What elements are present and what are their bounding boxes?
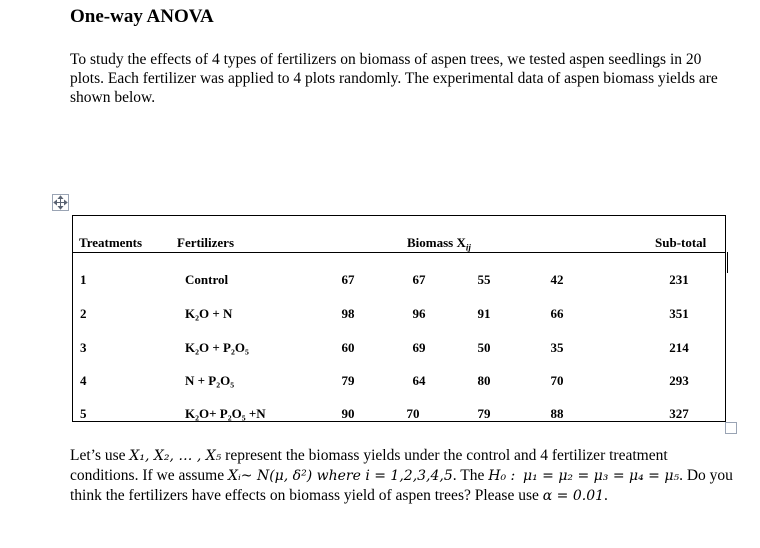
- header-treatments: Treatments: [79, 235, 143, 250]
- row-2-subtotal: 351: [669, 306, 689, 321]
- row-2-value-1: 98: [341, 306, 355, 321]
- question-text-2: represent the biomass yields under the control and 4 fertilizer treatment conditions. If we assume: [70, 447, 668, 484]
- question-text-1: Let’s use: [70, 447, 130, 464]
- document-title: One-way ANOVA: [70, 6, 214, 27]
- move-arrows-icon: [53, 195, 68, 210]
- row-5-value-3: 79: [477, 406, 491, 421]
- variables-expression: X₁, X₂, … , X₅: [129, 448, 222, 464]
- table-left-border: [72, 252, 73, 421]
- row-1-value-2: 67: [412, 272, 426, 287]
- row-2-value-3: 91: [477, 306, 491, 321]
- table-resize-handle[interactable]: [725, 422, 737, 434]
- null-hypothesis-expression: μ₁ = μ₂ = μ₃ = μ₄ = μ₅: [522, 468, 680, 484]
- row-1-value-3: 55: [477, 272, 491, 287]
- row-5-value-1: 90: [341, 406, 355, 421]
- row-5-value-2: 70: [406, 406, 420, 421]
- row-5-subtotal: 327: [669, 406, 689, 421]
- header-biomass-sub: ij: [465, 242, 471, 253]
- question-text-4: . Do you think the fertilizers have effects on biomass yield of aspen trees? Please use: [70, 467, 733, 504]
- row-4-value-2: 64: [412, 373, 426, 388]
- alpha-expression: α = 0.01: [542, 488, 605, 504]
- row-2-value-2: 96: [412, 306, 426, 321]
- row-5-value-4: 88: [550, 406, 564, 421]
- row-5-fertilizer: K₂O+ P₂O₅ +N: [185, 406, 266, 421]
- row-3-value-2: 69: [412, 340, 426, 355]
- row-3-value-3: 50: [477, 340, 491, 355]
- header-divider: [72, 252, 726, 253]
- row-1-subtotal: 231: [669, 272, 689, 287]
- table-move-handle[interactable]: [52, 194, 69, 211]
- row-4-subtotal: 293: [669, 373, 689, 388]
- header-fertilizers: Fertilizers: [177, 235, 235, 250]
- row-3-value-1: 60: [341, 340, 355, 355]
- header-biomass: [407, 235, 471, 253]
- header-subtotal: Sub-total: [655, 235, 707, 250]
- question-paragraph: [70, 446, 735, 506]
- row-3-treatment: 3: [80, 340, 87, 355]
- row-4-fertilizer: N + P₂O₅: [185, 373, 235, 388]
- header-biomass-label: Biomass X: [407, 235, 466, 250]
- row-1-value-1: 67: [341, 272, 355, 287]
- row-4-value-1: 79: [341, 373, 355, 388]
- row-1-value-4: 42: [550, 272, 564, 287]
- row-4-value-4: 70: [550, 373, 564, 388]
- row-3-subtotal: 214: [669, 340, 689, 355]
- row-4-treatment: 4: [80, 373, 87, 388]
- row-3-value-4: 35: [550, 340, 564, 355]
- row-2-treatment: 2: [80, 306, 87, 321]
- row-2-value-4: 66: [550, 306, 564, 321]
- question-text-3: . The: [452, 467, 489, 484]
- assumption-expression: Xᵢ~ N(μ, δ²) where i = 1,2,3,4,5: [227, 468, 453, 484]
- row-1-fertilizer: Control: [185, 272, 229, 287]
- row-4-value-3: 80: [477, 373, 491, 388]
- row-1-treatment: 1: [80, 272, 87, 287]
- row-3-fertilizer: K₂O + P₂O₅: [185, 340, 249, 355]
- table-right-border-stub: [727, 252, 731, 273]
- biomass-table: [72, 215, 726, 422]
- null-hypothesis-label: H₀ :: [488, 468, 516, 484]
- row-2-fertilizer: K₂O + N: [185, 306, 233, 321]
- row-5-treatment: 5: [80, 406, 87, 421]
- intro-paragraph: To study the effects of 4 types of fertilizers on biomass of aspen trees, we tested aspen seedlings in 20 plots. Each fertilizer was applied to 4 plots randomly. The experimental data of aspen biomass yields are shown below.: [70, 51, 718, 106]
- question-text-5: .: [604, 487, 608, 504]
